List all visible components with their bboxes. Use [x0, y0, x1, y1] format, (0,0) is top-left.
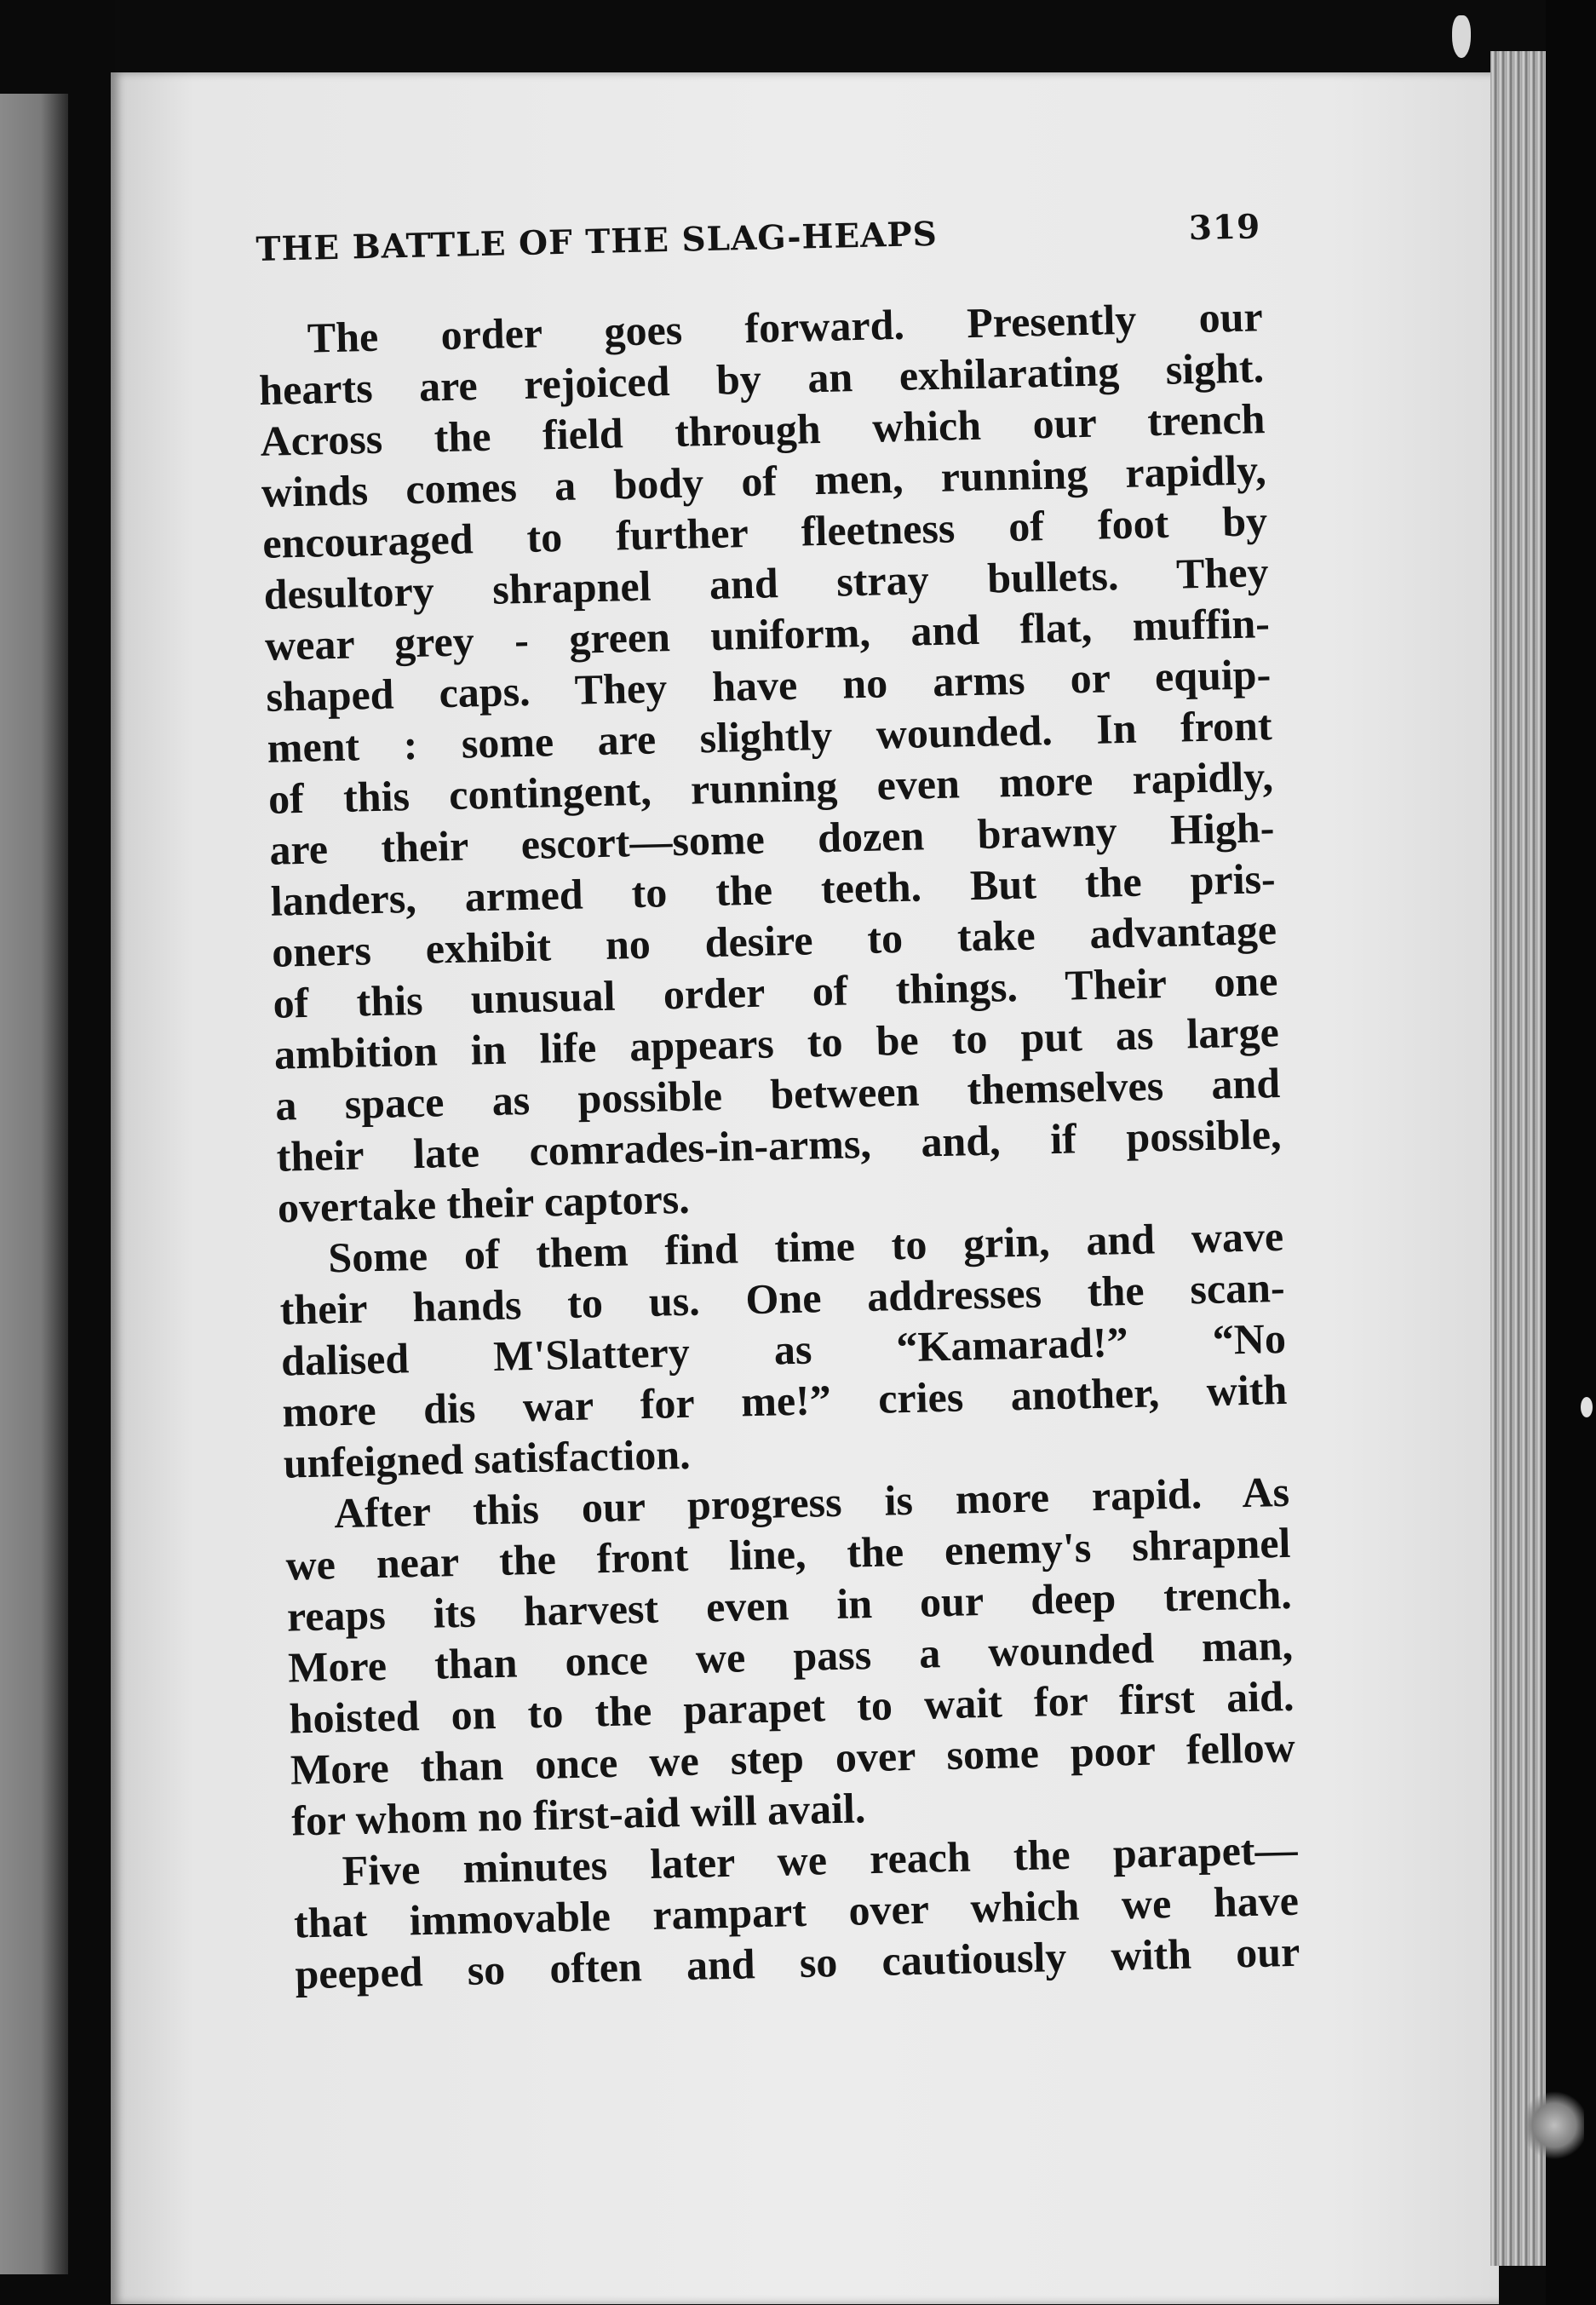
- paragraph-3: [284, 1466, 1297, 1847]
- text-line: More than once we step over some poor fellow: [290, 1722, 1296, 1794]
- text-line: More than once we pass a wounded man,: [287, 1620, 1294, 1692]
- text-line: are their escort—some dozen brawny High-: [268, 803, 1275, 874]
- text-line: landers, armed to the teeth. But the pris-: [270, 854, 1277, 925]
- text-line: desultory shrapnel and stray bullets. They: [263, 548, 1270, 618]
- text-line: of this contingent, running even more rapidly,: [267, 752, 1274, 823]
- text-line: unfeigned satisfaction.: [283, 1429, 692, 1487]
- text-line: ambition in life appears to be to put as large: [273, 1007, 1280, 1078]
- text-line: overtake their captors.: [277, 1174, 691, 1232]
- text-line: Five minutes later we reach the parapet—: [342, 1825, 1299, 1895]
- text-line: hoisted on to the parapet to wait for first aid.: [289, 1671, 1295, 1743]
- text-line: of this unusual order of things. Their one: [272, 957, 1278, 1027]
- text-line: their hands to us. One addresses the scan-: [279, 1262, 1286, 1334]
- text-line: Across the field through which our trench: [259, 394, 1266, 465]
- text-line: a space as possible between themselves and: [274, 1058, 1281, 1130]
- text-line: Some of them find time to grin, and wave: [327, 1211, 1284, 1282]
- text-line: shaped caps. They have no arms or equip-: [265, 650, 1272, 721]
- text-line: winds comes a body of men, running rapidly,: [261, 445, 1267, 516]
- corner-clip-mark: [1452, 15, 1471, 58]
- paragraph-1: [257, 290, 1283, 1233]
- chapter-title: THE BATTLE OF THE SLAG-HEAPS: [255, 214, 939, 269]
- text-line: that immovable rampart over which we have: [293, 1876, 1300, 1947]
- page-stack-edges: [1490, 51, 1550, 2266]
- previous-page-edge: [0, 0, 115, 2305]
- scan-smudge: [1524, 2087, 1584, 2164]
- text-line: hearts are rejoiced by an exhilarating sight.: [258, 343, 1265, 414]
- text-line: encouraged to further fleetness of foot by: [261, 497, 1268, 567]
- side-scan-mark: [1581, 1397, 1593, 1417]
- text-line: peeped so often and so cautiously with our: [294, 1927, 1300, 1998]
- text-line: ment : some are slightly wounded. In front: [267, 701, 1273, 772]
- text-line: The order goes forward. Presently our: [307, 292, 1264, 362]
- page-text-block: [255, 207, 1300, 1999]
- text-line: oners exhibit no desire to take advantage: [271, 905, 1277, 976]
- text-line: their late comrades-in-arms, and, if possible,: [276, 1109, 1283, 1181]
- right-dark-margin: [1546, 0, 1596, 2305]
- page-number: 319: [1188, 207, 1261, 249]
- text-line: we near the front line, the enemy's shrapnel: [284, 1518, 1291, 1589]
- previous-page-strip: [0, 94, 68, 2274]
- text-line: wear grey - green uniform, and flat, muffin-: [264, 599, 1271, 670]
- text-line: reaps its harvest even in our deep trench.: [286, 1569, 1293, 1641]
- paragraph-4: [292, 1824, 1300, 2000]
- text-line: dalised M'Slattery as “Kamarad!” “No: [280, 1313, 1287, 1385]
- paragraph-2: [278, 1210, 1289, 1489]
- text-line: After this our progress is more rapid. As: [333, 1467, 1290, 1538]
- text-line: more dis war for me!” cries another, with: [281, 1365, 1288, 1436]
- text-line: for whom no first-aid will avail.: [290, 1784, 866, 1845]
